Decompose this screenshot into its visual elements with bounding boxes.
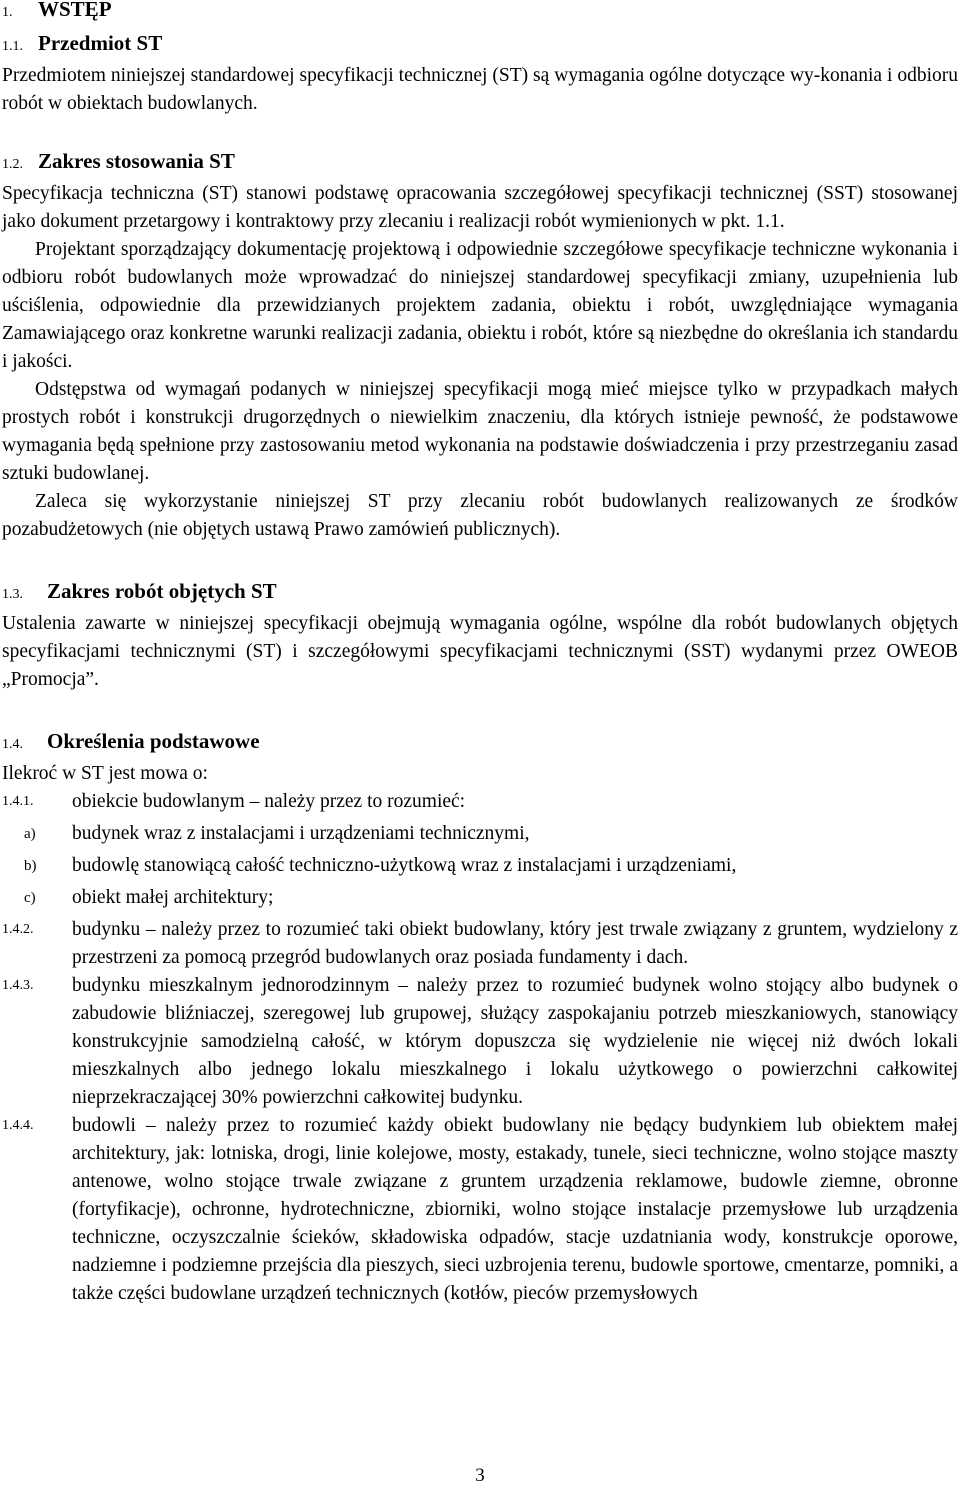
definition-number: 1.4.4. — [2, 1118, 34, 1133]
section-title: Zakres stosowania ST — [38, 149, 235, 173]
paragraph: Ustalenia zawarte w niniejszej specyfikacji obejmują wymagania ogólne, wspólne dla robót budowlanych objętych specyfikacjami technicznymi (ST) i szczegółowymi specyfikacjami technicznymi (SST) wydanymi przez OWEOB „Promocja”. — [2, 613, 958, 690]
definition-text: obiekcie budowlanym – należy przez to rozumieć: — [72, 791, 466, 812]
list-label: c) — [24, 890, 36, 906]
paragraph: Przedmiotem niniejszej standardowej specyfikacji technicznej (ST) są wymagania ogólne dotyczące wy-konania i odbioru robót w obiektach budowlanych. — [2, 65, 958, 114]
document-page — [2, 0, 958, 1308]
section-heading-1-4 — [2, 726, 958, 760]
section-heading-1-2 — [2, 146, 958, 180]
list-item — [2, 820, 958, 848]
section-title: Zakres robót objętych ST — [47, 579, 277, 603]
section-heading-1-1 — [2, 28, 958, 62]
list-text: budowlę stanowiącą całość techniczno-użytkową wraz z instalacjami i urządzeniami, — [72, 855, 737, 876]
list-item — [2, 852, 958, 880]
section-number: 1. — [2, 5, 13, 20]
definition-item — [2, 916, 958, 972]
section-title: Przedmiot ST — [38, 31, 163, 55]
list-label: b) — [24, 858, 37, 874]
section-title: Określenia podstawowe — [47, 729, 260, 753]
definition-text: budynku – należy przez to rozumieć taki obiekt budowlany, który jest trwale związany z gruntem, wydzielony z przestrzeni za pomocą przegród budowlanych oraz posiada fundamenty i dach. — [72, 919, 958, 968]
paragraph: Zaleca się wykorzystanie niniejszej ST przy zlecaniu robót budowlanych realizowanych ze środków pozabudżetowych (nie objętych ustawą Prawo zamówień publicznych). — [2, 491, 958, 540]
paragraph: Projektant sporządzający dokumentację projektową i odpowiednie szczegółowe specyfikacje techniczne wykonania i odbioru robót budowlanych może wprowadzać do niniejszej standardowej specyfikacji zmiany, uzupełnienia lub uściślenia, odpowiednie dla przewidzianych projektem zadania, obiektu i robót, uwzględniające wymagania Zamawiającego oraz konkretne warunki realizacji zadania, obiektu i robót, które są niezbędne do określania ich standardu i jakości. — [2, 239, 958, 372]
definition-text: budynku mieszkalnym jednorodzinnym – należy przez to rozumieć budynek wolno stojący albo budynek o zabudowie bliźniaczej, szeregowej lub grupowej, służący zaspokajaniu potrzeb mieszkaniowych, stanowiący konstrukcyjnie samodzielną całość, w którym dopuszcza się wydzielenie nie więcej niż dwóch lokali mieszkalnych albo jednego lokalu mieszkalnego i lokalu użytkowego o powierzchni całkowitej nieprzekraczającej 30% powierzchni całkowitej budynku. — [72, 975, 958, 1108]
definition-item — [2, 1112, 958, 1308]
paragraph: Specyfikacja techniczna (ST) stanowi podstawę opracowania szczegółowej specyfikacji technicznej (SST) stosowanej jako dokument przetargowy i kontraktowy przy zlecaniu i realizacji robót wymienionych w pkt. 1.1. — [2, 183, 958, 232]
section-number: 1.2. — [2, 157, 23, 172]
list-label: a) — [24, 826, 36, 842]
page-number: 3 — [475, 1465, 485, 1486]
definition-item — [2, 788, 958, 816]
definition-item — [2, 972, 958, 1112]
list-text: budynek wraz z instalacjami i urządzeniami technicznymi, — [72, 823, 530, 844]
section-title: WSTĘP — [38, 0, 112, 21]
definition-text: budowli – należy przez to rozumieć każdy obiekt budowlany nie będący budynkiem lub obiektem małej architektury, jak: lotniska, drogi, linie kolejowe, mosty, estakady, tunele, sieci techniczne, wolno stojące maszty antenowe, wolno stojące trwale związane z gruntem urządzenia reklamowe, budowle ziemne, obronne (fortyfikacje), ochronne, hydrotechniczne, zbiorniki, wolno stojące instalacje przemysłowe lub urządzenia techniczne, oczyszczalnie ścieków, składowiska odpadów, stacje uzdatniania wody, konstrukcje oporowe, nadziemne i podziemne przejścia dla pieszych, sieci uzbrojenia terenu, budowle sportowe, cmentarze, pomniki, a także części budowlane urządzeń technicznych (kotłów, pieców przemysłowych — [72, 1115, 958, 1304]
definition-number: 1.4.1. — [2, 794, 34, 809]
list-text: obiekt małej architektury; — [72, 887, 274, 908]
section-number: 1.4. — [2, 737, 23, 752]
definition-number: 1.4.3. — [2, 978, 34, 993]
paragraph: Odstępstwa od wymagań podanych w niniejszej specyfikacji mogą mieć miejsce tylko w przypadkach małych prostych robót i konstrukcji drugorzędnych o niewielkim znaczeniu, dla których istnieje pewność, że podstawowe wymagania będą spełnione przy zastosowaniu metod wykonania na podstawie doświadczenia i przy przestrzeganiu zasad sztuki budowlanej. — [2, 379, 958, 484]
section-heading-1 — [2, 0, 958, 28]
section-number: 1.3. — [2, 587, 23, 602]
section-number: 1.1. — [2, 39, 23, 54]
list-item — [2, 884, 958, 912]
definition-number: 1.4.2. — [2, 922, 34, 937]
paragraph: Ilekroć w ST jest mowa o: — [2, 763, 208, 784]
section-heading-1-3 — [2, 576, 958, 610]
